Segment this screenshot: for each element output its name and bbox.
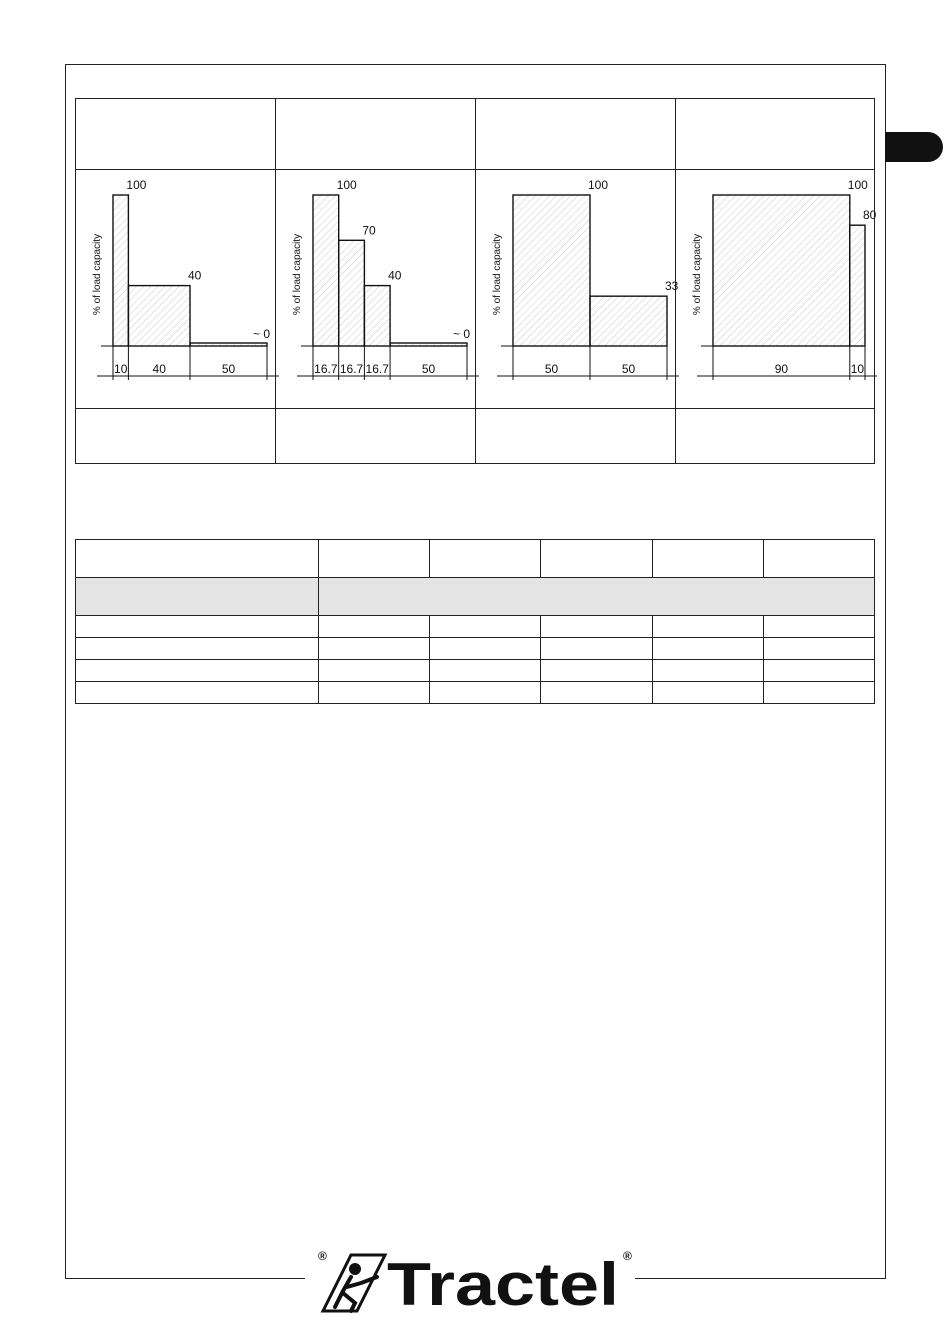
classification-table	[75, 539, 875, 704]
spectrum-header-2	[276, 99, 476, 170]
load-bar	[364, 286, 390, 346]
registered-mark-right: ®	[623, 1249, 632, 1263]
bar-value-label: 40	[388, 268, 402, 283]
tractel-logo	[315, 1247, 635, 1318]
load-bar	[339, 240, 365, 346]
table-row	[76, 660, 875, 682]
spectrum-footer-1	[76, 409, 276, 463]
spectrum-footer-2	[276, 409, 476, 463]
spectrum-chart-cell-3	[476, 170, 679, 409]
load-bar	[128, 286, 190, 346]
brand-wordmark: Tractel	[387, 1251, 619, 1318]
load-bar	[113, 195, 128, 346]
load-bar	[590, 296, 667, 346]
duration-label: 10	[114, 362, 128, 376]
load-bar	[513, 195, 590, 346]
bar-value-label: 100	[588, 178, 609, 192]
duration-label: 50	[221, 362, 236, 376]
load-spectrum-table	[75, 98, 875, 464]
language-tab	[885, 132, 943, 162]
load-spectrum-chart-2	[276, 170, 475, 408]
table-header-row	[76, 540, 875, 578]
bar-value-label: 70	[362, 223, 376, 238]
duration-label: 50	[421, 362, 436, 376]
duration-label: 16.7	[339, 362, 364, 376]
table-shaded-row	[76, 578, 875, 616]
spectrum-footer-4	[676, 409, 874, 463]
duration-label: 10	[850, 362, 865, 376]
worker-pulling-icon	[323, 1255, 385, 1311]
bar-value-label: 100	[126, 178, 147, 192]
duration-label: 50	[621, 362, 636, 376]
load-bar	[313, 195, 339, 346]
bar-value-label: ~ 0	[253, 327, 271, 341]
spectrum-header-3	[476, 99, 676, 170]
load-spectrum-chart-1	[76, 170, 275, 408]
bar-value-label: 33	[665, 279, 679, 294]
tractel-logo-graphic	[315, 1247, 635, 1318]
bar-value-label: ~ 0	[453, 327, 471, 341]
duration-label: 40	[152, 362, 166, 376]
spectrum-header-4	[676, 99, 874, 170]
y-axis-title: % of load capacity	[692, 233, 703, 316]
bar-value-label: 40	[188, 268, 202, 283]
table-row	[76, 638, 875, 660]
load-bar	[850, 225, 865, 346]
duration-label: 90	[774, 362, 789, 376]
y-axis-title: % of load capacity	[292, 233, 303, 316]
load-spectrum-chart-4	[676, 170, 877, 408]
registered-mark-left: ®	[318, 1249, 327, 1263]
spectrum-chart-cell-1	[76, 170, 276, 409]
table-row	[76, 616, 875, 638]
y-axis-title: % of load capacity	[492, 233, 503, 316]
bar-value-label: 100	[847, 178, 868, 192]
y-axis-title: % of load capacity	[92, 233, 103, 316]
spectrum-chart-cell-2	[276, 170, 476, 409]
duration-label: 16.7	[365, 362, 389, 376]
duration-label: 16.7	[314, 362, 338, 376]
spectrum-header-1	[76, 99, 276, 170]
load-bar	[713, 195, 850, 346]
spectrum-footer-3	[476, 409, 676, 463]
load-spectrum-chart-3	[476, 170, 679, 408]
spectrum-chart-cell-4	[676, 170, 877, 409]
bar-value-label: 100	[336, 178, 357, 192]
table-row	[76, 682, 875, 704]
bar-value-label: 80	[863, 208, 877, 223]
duration-label: 50	[544, 362, 559, 376]
